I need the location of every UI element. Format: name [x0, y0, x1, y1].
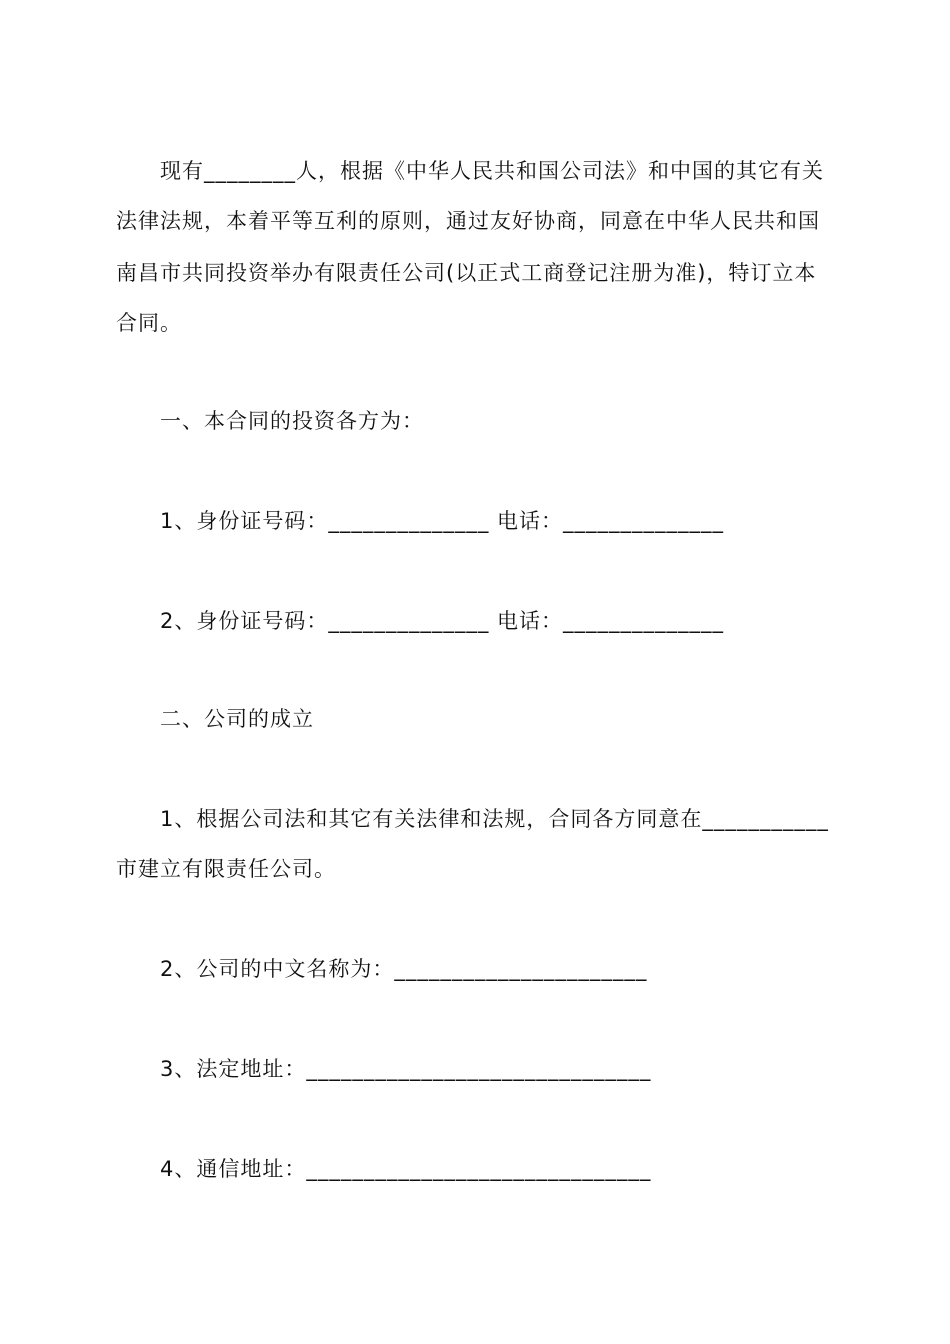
investor-1-line: 1、身份证号码：______________ 电话：______________ — [160, 509, 725, 533]
company-name-line: 2、公司的中文名称为：______________________ — [160, 957, 648, 981]
intro-line-1: 现有________人，根据《中华人民共和国公司法》和中国的其它有关 — [160, 159, 824, 183]
legal-address-line: 3、法定地址：______________________________ — [160, 1057, 652, 1081]
section-2-heading: 二、公司的成立 — [160, 707, 314, 731]
clause-1-line-2: 市建立有限责任公司。 — [116, 857, 336, 881]
section-1-heading: 一、本合同的投资各方为： — [160, 409, 424, 433]
intro-line-4: 合同。 — [116, 311, 182, 335]
investor-2-line: 2、身份证号码：______________ 电话：______________ — [160, 609, 725, 633]
intro-line-3: 南昌市共同投资举办有限责任公司(以正式工商登记注册为准)，特订立本 — [116, 261, 817, 285]
intro-line-2: 法律法规，本着平等互利的原则，通过友好协商，同意在中华人民共和国 — [116, 209, 820, 233]
mailing-address-line: 4、通信地址：______________________________ — [160, 1157, 652, 1181]
clause-1-line-1: 1、根据公司法和其它有关法律和法规，合同各方同意在___________ — [160, 807, 829, 831]
